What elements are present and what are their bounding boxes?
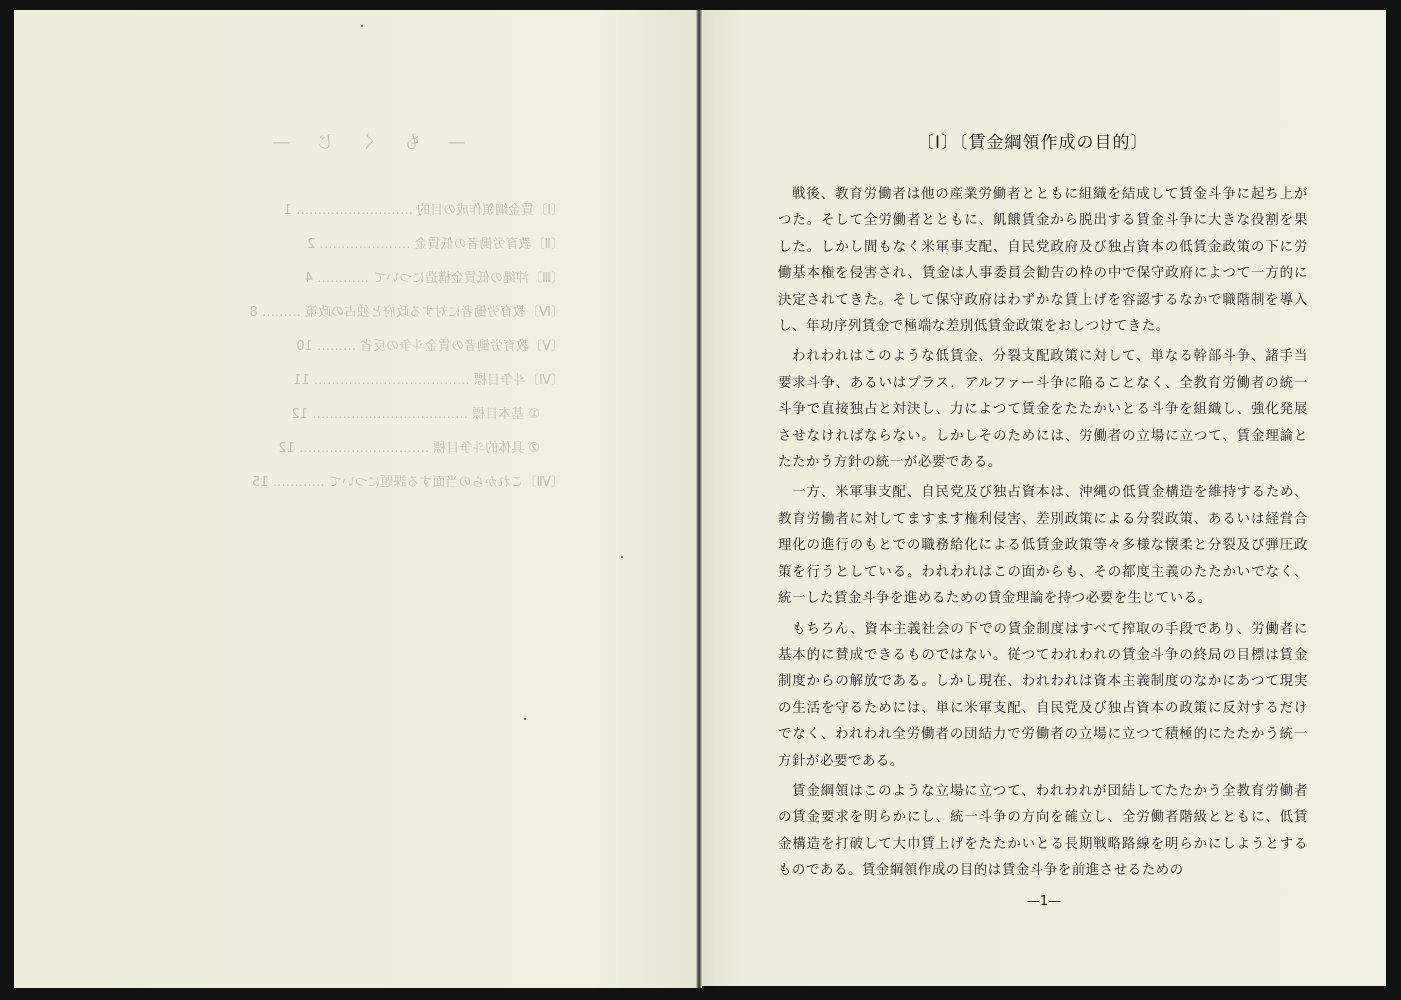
- toc-item: ① 基本目標 ……………………………… 12: [291, 407, 540, 422]
- bleed-through-table-of-contents: [164, 128, 564, 500]
- toc-item: 〔Ⅵ〕斗争目標 ……………………………… 11: [293, 373, 564, 388]
- right-page: [702, 10, 1386, 986]
- toc-item: ② 具体的斗争目標 ………………………… 12: [278, 441, 540, 456]
- body-paragraph: もちろん、資本主義社会の下での賃金制度はすべて搾取の手段であり、労働者に基本的に賛成できるものではない。従つてわれわれの賃金斗争の終局の目標は賃金制度からの解放である。しかし現在、われわれは資本主義制度のなかにあつて現実の生活を守るためには、単に米軍支配、自民党及び独占資本の政策に反対するだけでなく、われわれ全労働者の団結力で労働者の立場に立つて積極的にたたかう統一方針が必要である。: [778, 621, 1308, 769]
- toc-item: 〔Ⅳ〕教育労働者に対する政府と独占の政策 ……… 8: [249, 305, 564, 320]
- body-paragraph: 一方、米軍事支配、自民党及び独占資本は、沖縄の低賃金構造を維持するため、教育労働者に対してますます権利侵害、差別政策による分裂政策、あるいは経営合理化の進行のもとでの職務給化による低賃金政策等々多様な懐柔と分裂及び弾圧政策を行うとしている。われわれはこの面からも、その都度主義のたたかいでなく、統一した賃金斗争を進めるための賃金理論を持つ必要を生じている。: [778, 485, 1308, 607]
- toc-item: 〔Ⅱ〕教育労働者の低賃金 ………………… 2: [307, 237, 564, 252]
- bleed-through-text: [1216, 132, 1326, 154]
- toc-item: 〔Ⅴ〕教育労働者の賃金斗争の反省 ……… 10: [296, 339, 564, 354]
- page-number: —1—: [1026, 894, 1062, 909]
- toc-item: 〔Ⅶ〕これからの当面する課題について ………… 15: [251, 475, 564, 490]
- left-page: [14, 10, 696, 988]
- body-paragraph: 戦後、教育労働者は他の産業労働者とともに組織を結成して賃金斗争に起ち上がつた。そして全労働者とともに、飢餓賃金から脱出する賃金斗争に大きな役割を果した。しかし間もなく米軍事支配、自民党政府及び独占資本の低賃金政策の下に労働基本権を侵害され、賃金は人事委員会勧告の枠の中で保守政府によつて一方的に決定されてきた。そして保守政府はわずかな賃上げを容認するなかで職階制を導入し、年功序列賃金で極端な差別低賃金政策をおしつけてきた。: [778, 187, 1308, 335]
- toc-title: — も く じ —: [262, 132, 466, 153]
- paper-speck: [621, 556, 623, 558]
- paper-speck: [361, 25, 363, 27]
- toc-list: [164, 194, 564, 500]
- section-heading: 〔Ⅰ〕〔賃金綱領作成の目的〕: [917, 133, 1149, 153]
- body-paragraph: われわれはこのような低賃金、分裂支配政策に対して、単なる幹部斗争、諸手当要求斗争、あるいはプラス．アルファー斗争に陥ることなく、全教育労働者の統一斗争で直接独占と対決し、力によつて賃金をたたかいとる斗争を組織し、強化発展させなければならない。しかしそのためには、労働者の立場に立つて、賃金理論とたたかう方針の統一が必要である。: [778, 349, 1308, 471]
- body-paragraph: 賃金綱領はこのような立場に立つて、われわれが団結してたたかう全教育労働者の賃金要求を明らかにし、統一斗争の方向を確立し、全労働者階級とともに、低賃金構造を打破して大巾賃上げをたたかいとる長期戦略路線を明らかにしようとするものである。賃金綱領作成の目的は賃金斗争を前進させるための: [778, 783, 1308, 879]
- toc-item: 〔Ⅲ〕沖縄の低賃金構造について ………… 4: [304, 271, 564, 286]
- toc-item: 〔Ⅰ〕賃金綱領作成の目的 ……………………… 1: [283, 203, 564, 218]
- body-text: [778, 182, 1308, 889]
- paper-speck: [524, 718, 526, 720]
